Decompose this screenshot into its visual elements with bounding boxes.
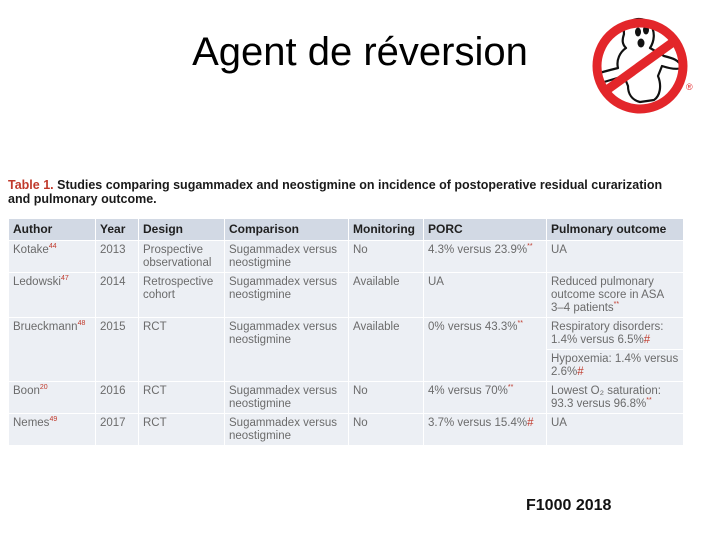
slide-title: Agent de réversion <box>192 30 528 74</box>
outcome-cell: UA <box>547 241 684 273</box>
comparison-cell: Sugammadex versus neostigmine <box>225 382 349 414</box>
porc-cell: UA <box>424 273 547 318</box>
monitoring-cell: Available <box>349 273 424 318</box>
table-row <box>9 318 684 350</box>
design-cell: RCT <box>139 318 225 382</box>
registered-mark: ® <box>686 82 693 92</box>
year-cell: 2017 <box>96 414 139 446</box>
comparison-cell: Sugammadex versus neostigmine <box>225 241 349 273</box>
column-header: Pulmonary outcome <box>547 219 684 241</box>
author-cell: Nemes$^{49}$ <box>9 414 96 446</box>
column-header: Year <box>96 219 139 241</box>
monitoring-cell: No <box>349 382 424 414</box>
author-cell: Brueckmann$^{48}$ <box>9 318 96 382</box>
monitoring-cell: Available <box>349 318 424 382</box>
outcome-cell: Lowest O₂ saturation: 93.3 versus 96.8%** <box>547 382 684 414</box>
table-row <box>9 241 684 273</box>
column-header: Comparison <box>225 219 349 241</box>
outcome-cell: Respiratory disorders: 1.4% versus 6.5%# <box>547 318 684 350</box>
year-cell: 2014 <box>96 273 139 318</box>
year-cell: 2015 <box>96 318 139 382</box>
column-header: Author <box>9 219 96 241</box>
author-cell: Kotake$^{44}$ <box>9 241 96 273</box>
table-caption <box>8 178 678 206</box>
table-caption-text: Studies comparing sugammadex and neostigmine on incidence of postoperative residual curarization and pulmonary outcome. <box>8 178 663 206</box>
design-cell: RCT <box>139 382 225 414</box>
design-cell: RCT <box>139 414 225 446</box>
column-header: PORC <box>424 219 547 241</box>
author-cell: Ledowski$^{47}$ <box>9 273 96 318</box>
outcome-cell: Reduced pulmonary outcome score in ASA 3–4 patients** <box>547 273 684 318</box>
porc-cell: 3.7% versus 15.4%# <box>424 414 547 446</box>
outcome-cell: UA <box>547 414 684 446</box>
design-cell: Retrospective cohort <box>139 273 225 318</box>
monitoring-cell: No <box>349 414 424 446</box>
table-caption-prefix: Table 1. <box>8 178 54 192</box>
source-footer: F1000 2018 <box>526 497 612 514</box>
outcome-cell: Hypoxemia: 1.4% versus 2.6%# <box>547 350 684 382</box>
year-cell: 2016 <box>96 382 139 414</box>
porc-cell: 4% versus 70%** <box>424 382 547 414</box>
porc-cell: 0% versus 43.3%** <box>424 318 547 382</box>
ghostbusters-logo-icon <box>584 12 694 116</box>
studies-table <box>8 218 684 446</box>
comparison-cell: Sugammadex versus neostigmine <box>225 414 349 446</box>
monitoring-cell: No <box>349 241 424 273</box>
porc-cell: 4.3% versus 23.9%** <box>424 241 547 273</box>
table-row <box>9 414 684 446</box>
comparison-cell: Sugammadex versus neostigmine <box>225 318 349 382</box>
comparison-cell: Sugammadex versus neostigmine <box>225 273 349 318</box>
year-cell: 2013 <box>96 241 139 273</box>
design-cell: Prospective observational <box>139 241 225 273</box>
column-header: Design <box>139 219 225 241</box>
column-header: Monitoring <box>349 219 424 241</box>
table-row <box>9 382 684 414</box>
table-header-row <box>9 219 684 241</box>
author-cell: Boon$^{20}$ <box>9 382 96 414</box>
table-row <box>9 273 684 318</box>
